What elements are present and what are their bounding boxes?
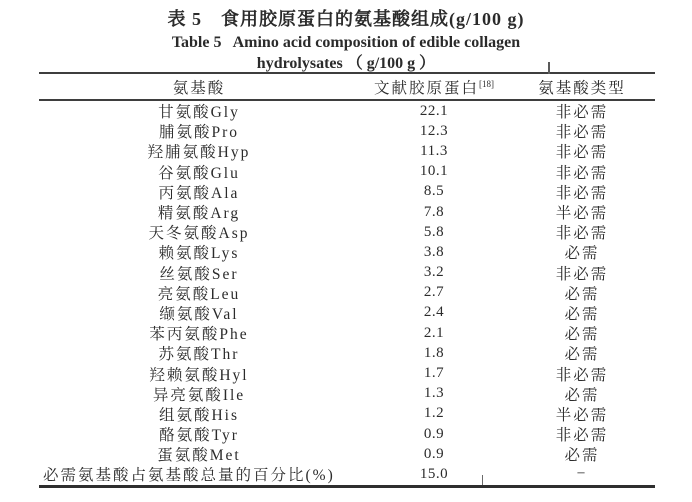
amino-acid-value-cell: 0.9: [423, 445, 445, 462]
amino-acid-value-cell: 3.8: [423, 243, 445, 260]
amino-acid-table: [39, 72, 655, 488]
table-row: [39, 202, 655, 222]
amino-acid-name-cell: 异亮氨酸Ile: [152, 386, 246, 404]
amino-acid-value-cell: 2.4: [423, 304, 445, 321]
table-row: [39, 121, 655, 141]
amino-acid-value-cell: 11.3: [420, 142, 448, 159]
table-row: [39, 263, 655, 283]
amino-acid-value-cell: 10.1: [419, 163, 449, 180]
header-literature-collagen-label: 文献胶原蛋白: [373, 79, 479, 97]
table-row: [39, 323, 655, 343]
amino-acid-type-cell: 必需: [564, 346, 600, 364]
header-amino-acid-type: 氨基酸类型: [538, 79, 626, 97]
amino-acid-name-cell: 酪氨酸Tyr: [159, 427, 239, 445]
table-row: [39, 182, 655, 202]
scan-artifact-line: [548, 62, 550, 74]
amino-acid-name-cell: 蛋氨酸Met: [157, 447, 241, 465]
amino-acid-name-cell: 组氨酸His: [158, 406, 240, 424]
amino-acid-type-cell: 必需: [564, 305, 600, 323]
amino-acid-type-cell: 必需: [564, 285, 600, 303]
amino-acid-type-cell: 非必需: [555, 225, 609, 243]
amino-acid-type-cell: 必需: [564, 447, 600, 465]
table-row: [39, 424, 655, 444]
amino-acid-value-cell: 2.7: [423, 284, 445, 301]
amino-acid-name-cell: 缬氨酸Val: [159, 305, 239, 323]
amino-acid-value-cell: 22.1: [419, 102, 449, 119]
amino-acid-type-cell: 非必需: [555, 427, 609, 445]
table-row: [39, 303, 655, 323]
amino-acid-name-cell: 甘氨酸Gly: [158, 104, 240, 122]
amino-acid-name-cell: 必需氨基酸占氨基酸总量的百分比(%): [43, 467, 335, 485]
amino-acid-value-cell: 15.0: [419, 465, 449, 482]
amino-acid-name-cell: 天冬氨酸Asp: [148, 225, 250, 243]
amino-acid-type-cell: 非必需: [555, 184, 609, 202]
amino-acid-value-cell: 1.8: [423, 344, 445, 361]
table-row: [39, 343, 655, 363]
table-row: [39, 141, 655, 161]
table-row: [39, 283, 655, 303]
table-row: [39, 101, 655, 121]
caption-chinese: 表 5 食用胶原蛋白的氨基酸组成(g/100 g): [167, 9, 525, 29]
amino-acid-name-cell: 谷氨酸Glu: [158, 164, 240, 182]
amino-acid-value-cell: 0.9: [423, 425, 445, 442]
amino-acid-name-cell: 丝氨酸Ser: [159, 265, 239, 283]
amino-acid-value-cell: 3.2: [423, 264, 445, 281]
amino-acid-type-cell: 半必需: [555, 406, 609, 424]
table-header-row: [39, 74, 655, 101]
amino-acid-type-cell: 半必需: [555, 205, 609, 223]
amino-acid-name-cell: 亮氨酸Leu: [157, 285, 241, 303]
amino-acid-value-cell: 7.8: [423, 203, 445, 220]
amino-acid-name-cell: 赖氨酸Lys: [158, 245, 240, 263]
header-amino-acid: 氨基酸: [172, 79, 226, 97]
amino-acid-value-cell: 2.1: [423, 324, 445, 341]
table-body: [39, 101, 655, 485]
amino-acid-type-cell: 必需: [564, 326, 600, 344]
amino-acid-value-cell: 1.7: [423, 365, 445, 382]
amino-acid-type-cell: 非必需: [555, 124, 609, 142]
table-row: [39, 444, 655, 464]
amino-acid-type-cell: 非必需: [555, 144, 609, 162]
amino-acid-value-cell: 1.2: [423, 405, 445, 422]
table-row: [39, 222, 655, 242]
table-row: [39, 404, 655, 424]
scan-artifact-line: [482, 475, 483, 485]
amino-acid-name-cell: 羟脯氨酸Hyp: [147, 144, 251, 162]
amino-acid-type-cell: 必需: [564, 245, 600, 263]
reference-superscript: [18]: [479, 78, 494, 89]
amino-acid-name-cell: 精氨酸Arg: [157, 205, 241, 223]
amino-acid-type-cell: 非必需: [555, 164, 609, 182]
amino-acid-value-cell: 8.5: [423, 183, 445, 200]
amino-acid-name-cell: 苯丙氨酸Phe: [149, 326, 249, 344]
table-row: [39, 162, 655, 182]
table-row: [39, 363, 655, 383]
amino-acid-name-cell: 脯氨酸Pro: [158, 124, 240, 142]
table-caption: [0, 6, 692, 74]
caption-english-line1: Table 5 Amino acid composition of edible collagen: [171, 34, 521, 51]
amino-acid-type-cell: −: [576, 465, 588, 483]
amino-acid-value-cell: 5.8: [423, 223, 445, 240]
table-row: [39, 384, 655, 404]
table-row: [39, 464, 655, 484]
amino-acid-type-cell: 非必需: [555, 104, 609, 122]
amino-acid-name-cell: 丙氨酸Ala: [158, 184, 240, 202]
amino-acid-type-cell: 必需: [564, 386, 600, 404]
amino-acid-name-cell: 苏氨酸Thr: [158, 346, 240, 364]
caption-english-line2: hydrolysates （ g/100 g ）: [256, 55, 436, 72]
amino-acid-type-cell: 非必需: [555, 366, 609, 384]
amino-acid-name-cell: 羟赖氨酸Hyl: [149, 366, 249, 384]
table-row: [39, 242, 655, 262]
amino-acid-value-cell: 1.3: [423, 385, 445, 402]
amino-acid-value-cell: 12.3: [419, 122, 449, 139]
header-literature-collagen: [359, 76, 509, 98]
amino-acid-type-cell: 非必需: [555, 265, 609, 283]
